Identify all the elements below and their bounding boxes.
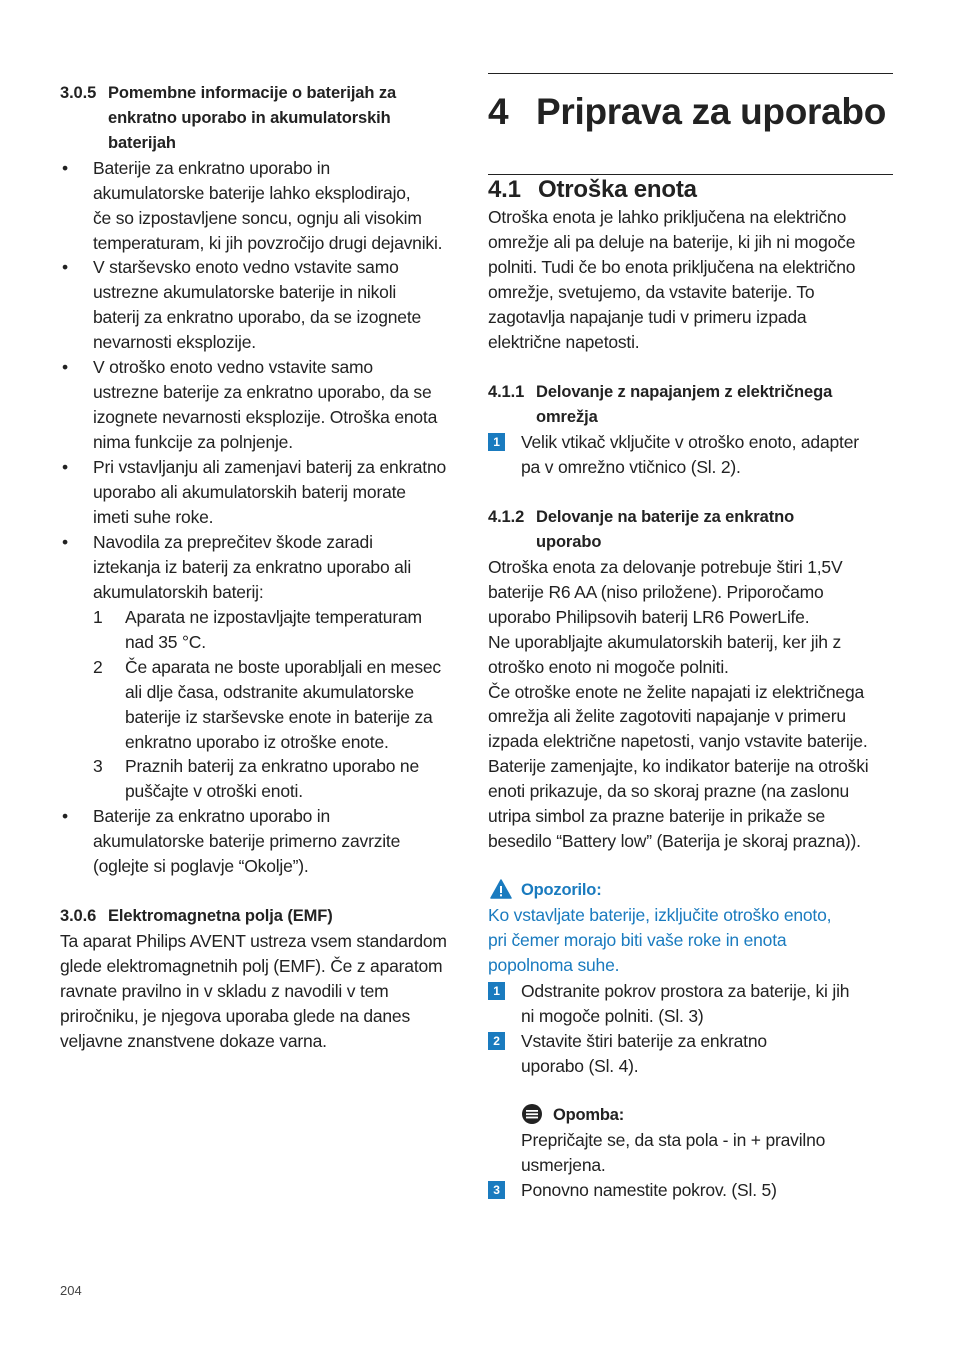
- text-line: omrežje ali pa deluje na baterije, ki jih ni mogoče: [488, 231, 856, 252]
- warning-line: pri čemer morajo biti vaše roke in enota: [488, 929, 787, 950]
- warning-line: popolnoma suhe.: [488, 954, 620, 975]
- heading-line: Delovanje z napajanjem z električnega: [536, 383, 833, 401]
- page-number: 204: [60, 1283, 82, 1298]
- text-line: Pri vstavljanju ali zamenjavi baterij za enkratno: [93, 457, 447, 477]
- text-line: električne napetosti.: [488, 331, 640, 352]
- text-line: iztekanja iz baterij za enkratno uporabo ali: [93, 556, 412, 577]
- text-line: izpada električne napetosti, vanjo vstavite baterije.: [488, 731, 868, 752]
- text-line: omrežja ali želite zagotoviti napajanje v primeru: [488, 706, 846, 727]
- item-number: 2: [93, 657, 103, 677]
- text-line: izognete nevarnosti eksplozije. Otroška enota: [93, 406, 438, 427]
- chapter-top-rule: [488, 73, 893, 74]
- note-block: [521, 1103, 893, 1178]
- text-line: ali dlje časa, odstranite akumulatorske: [125, 681, 414, 702]
- text-line: zagotavlja napajanje tudi v primeru izpada: [488, 306, 807, 327]
- text-line: enoti prikazuje, da so skoraj prazne (na zaslonu: [488, 781, 850, 802]
- section-4-1-2-heading: [488, 505, 893, 555]
- heading-line: baterijah: [108, 133, 176, 152]
- text-line: Ne uporabljajte akumulatorskih baterij, ker jih z: [488, 631, 842, 652]
- note-icon: [521, 1103, 543, 1125]
- text-line: akumulatorske baterije lahko eksplodirajo,: [93, 182, 411, 203]
- text-line: Velik vtikač vključite v otroško enoto, adapter: [521, 432, 859, 452]
- emf-paragraph: [60, 929, 475, 1054]
- step-item: [488, 1178, 893, 1204]
- text-line: ustrezne baterije za enkratno uporabo, da se: [93, 381, 432, 402]
- text-line: akumulatorskih baterij:: [93, 581, 264, 602]
- bullet-dot: •: [62, 158, 68, 178]
- text-line: enkratno uporabo iz otroške enote.: [125, 731, 389, 752]
- section-number: 4.1.1: [488, 383, 525, 401]
- text-line: Vstavite štiri baterije za enkratno: [521, 1031, 767, 1051]
- heading-line: Pomembne informacije o baterijah za: [108, 84, 397, 102]
- text-line: baterij za enkratno uporabo, da se izognete: [93, 306, 422, 327]
- text-line: baterije iz starševske enote in baterije za: [125, 706, 433, 727]
- text-line: polniti. Tudi če bo enota priključena na električno: [488, 256, 856, 277]
- text-line: uporabo Philipsovih baterij LR6 PowerLife.: [488, 606, 810, 627]
- text-line: Prepričajte se, da sta pola - in + pravilno: [521, 1130, 826, 1150]
- section-number: 3.0.5: [60, 84, 97, 102]
- text-line: usmerjena.: [521, 1154, 606, 1175]
- text-line: Otroška enota je lahko priključena na električno: [488, 207, 847, 227]
- chapter-number: 4: [488, 91, 509, 132]
- text-line: nevarnosti eksplozije.: [93, 331, 256, 352]
- text-line: utripa simbol za prazne baterije in prikaže se: [488, 806, 826, 827]
- section-title-text: Otroška enota: [538, 176, 697, 203]
- text-line: besedilo “Battery low” (Baterija je skoraj prazna)).: [488, 830, 861, 851]
- text-line: Ponovno namestite pokrov. (Sl. 5): [521, 1180, 777, 1200]
- warning-line: Ko vstavljate baterije, izključite otroško enoto,: [488, 905, 832, 925]
- warning-block: [488, 878, 893, 978]
- text-line: Če otroške enote ne želite napajati iz električnega: [488, 681, 865, 702]
- item-number: 1: [93, 607, 103, 627]
- text-line: glede elektromagnetnih polj (EMF). Če z aparatom: [60, 955, 443, 976]
- chapter-title: [488, 90, 893, 134]
- step-number-badge: 1: [488, 433, 505, 451]
- text-line: akumulatorske baterije primerno zavrzite: [93, 830, 401, 851]
- text-line: nad 35 °C.: [125, 631, 206, 652]
- section-3-0-5-heading: [60, 81, 470, 156]
- heading-line: omrežja: [536, 407, 598, 426]
- text-line: Praznih baterij za enkratno uporabo ne: [125, 756, 419, 776]
- text-line: če so izpostavljene soncu, ognju ali visokim: [93, 207, 422, 228]
- item-number: 3: [93, 756, 103, 776]
- text-line: imeti suhe roke.: [93, 506, 214, 527]
- text-line: Baterije zamenjajte, ko indikator baterije na otroški: [488, 756, 869, 777]
- section-number: 3.0.6: [60, 907, 97, 925]
- step-number-badge: 3: [488, 1181, 505, 1199]
- text-line: Navodila za preprečitev škode zaradi: [93, 532, 373, 552]
- text-line: omrežje, svetujemo, da vstavite baterije. To: [488, 281, 815, 302]
- heading-line: uporabo: [536, 532, 602, 551]
- bullet-dot: •: [62, 532, 68, 552]
- step-item: [488, 430, 893, 480]
- step-item: [488, 979, 893, 1029]
- text-line: ustrezne akumulatorske baterije in nikoli: [93, 281, 397, 302]
- step-number-badge: 1: [488, 982, 505, 1000]
- step-number-badge: 2: [488, 1032, 505, 1050]
- text-line: otroško enoto ni mogoče polniti.: [488, 656, 729, 677]
- text-line: Aparata ne izpostavljajte temperaturam: [125, 607, 422, 627]
- intro-paragraph: [488, 205, 898, 354]
- text-line: pa v omrežno vtičnico (Sl. 2).: [521, 456, 741, 477]
- section-4-1-1-heading: [488, 380, 893, 430]
- text-line: Odstranite pokrov prostora za baterije, ki jih: [521, 981, 850, 1001]
- text-line: Ta aparat Philips AVENT ustreza vsem standardom: [60, 931, 447, 951]
- text-line: V starševsko enoto vedno vstavite samo: [93, 257, 399, 277]
- section-number: 4.1: [488, 176, 521, 203]
- step-item: [488, 1029, 893, 1079]
- text-line: baterije R6 AA (niso priložene). Priporočamo: [488, 581, 824, 602]
- note-title: Opomba:: [553, 1106, 625, 1124]
- text-line: ravnate pravilno in v skladu z navodili v tem: [60, 980, 389, 1001]
- text-line: V otroško enoto vedno vstavite samo: [93, 357, 373, 377]
- text-line: veljavne znanstvene dokaze varna.: [60, 1030, 327, 1051]
- chapter-title-text: Priprava za uporabo: [536, 91, 887, 132]
- text-line: priročniku, je njegova uporaba glede na danes: [60, 1005, 411, 1026]
- warning-icon: [490, 879, 512, 899]
- text-line: Otroška enota za delovanje potrebuje štiri 1,5V: [488, 557, 843, 577]
- heading-line: Elektromagnetna polja (EMF): [108, 907, 333, 925]
- bullet-dot: •: [62, 357, 68, 377]
- bullet-dot: •: [62, 457, 68, 477]
- text-line: puščajte v otroški enoti.: [125, 780, 303, 801]
- warning-title: Opozorilo:: [521, 881, 602, 899]
- heading-line: enkratno uporabo in akumulatorskih: [108, 108, 391, 127]
- text-line: temperaturam, ki jih povzročijo drugi dejavniki.: [93, 232, 443, 253]
- heading-line: Delovanje na baterije za enkratno: [536, 508, 795, 526]
- section-4-1-heading: [488, 175, 893, 205]
- text-line: Baterije za enkratno uporabo in: [93, 806, 331, 826]
- battery-paragraph: [488, 555, 898, 854]
- bullet-dot: •: [62, 257, 68, 277]
- section-number: 4.1.2: [488, 508, 525, 526]
- text-line: Če aparata ne boste uporabljali en mesec: [125, 657, 441, 677]
- bullet-dot: •: [62, 806, 68, 826]
- text-line: (oglejte si poglavje “Okolje”).: [93, 855, 309, 876]
- text-line: uporabo (Sl. 4).: [521, 1055, 639, 1076]
- text-line: nima funkcije za polnjenje.: [93, 431, 293, 452]
- text-line: ni mogoče polniti. (Sl. 3): [521, 1005, 704, 1026]
- text-line: Baterije za enkratno uporabo in: [93, 158, 331, 178]
- text-line: uporabo ali akumulatorskih baterij morate: [93, 481, 406, 502]
- section-3-0-6-heading: [60, 904, 470, 929]
